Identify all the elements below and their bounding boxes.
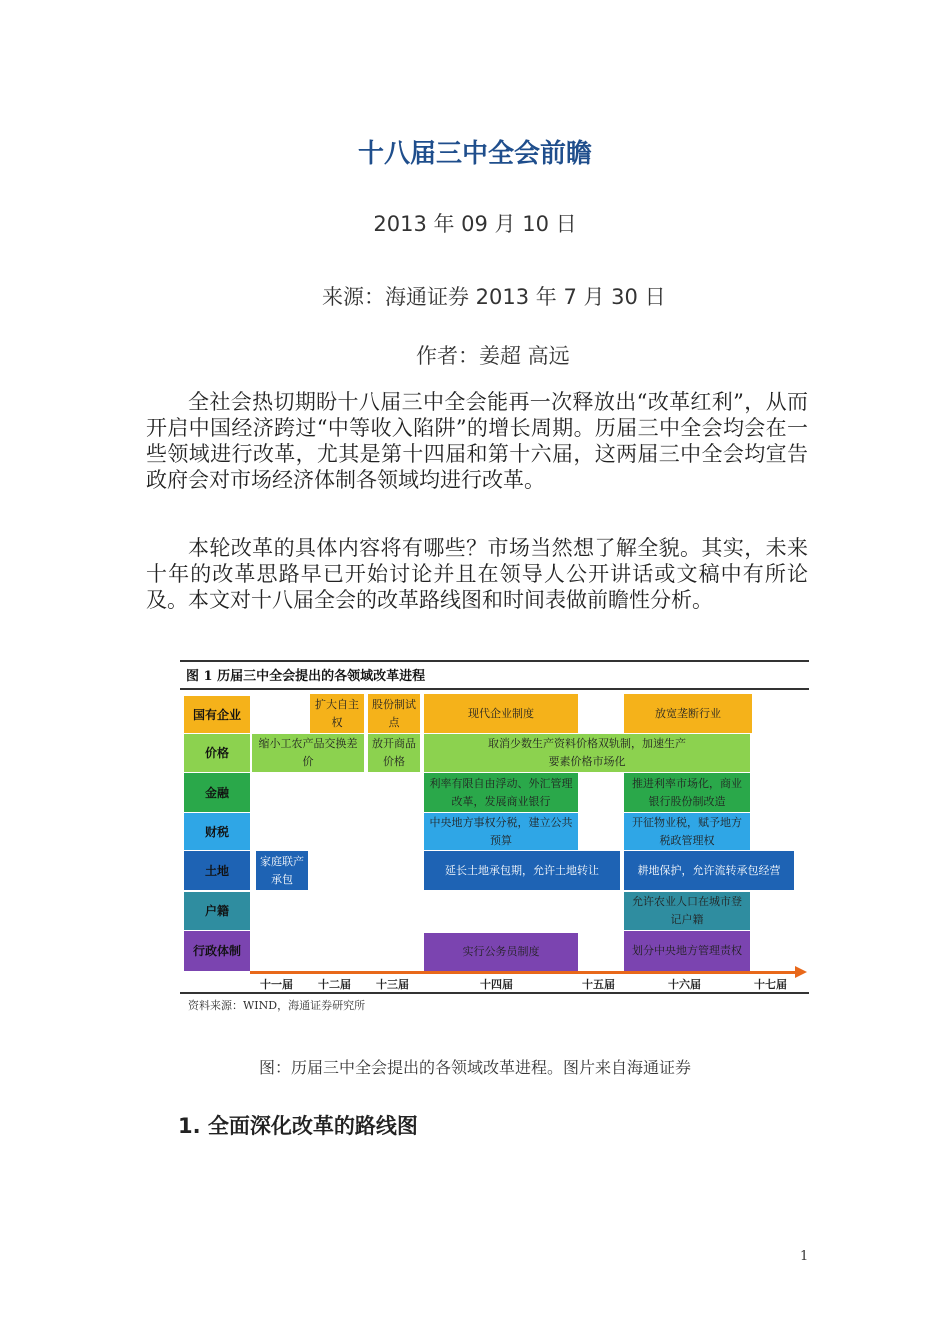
figure-bottom-rule bbox=[180, 992, 809, 994]
document-author: 作者：姜超 高远 bbox=[416, 344, 570, 368]
land-cell-11: 家庭联产承包 bbox=[256, 851, 308, 890]
tick-14: 十四届 bbox=[480, 978, 513, 991]
soe-cell-12: 扩大自主权 bbox=[310, 694, 364, 733]
figure-title-rule bbox=[180, 688, 809, 690]
land-cell-14: 延长土地承包期，允许土地转让 bbox=[424, 851, 620, 890]
row-label-hukou: 户籍 bbox=[184, 892, 250, 930]
row-label-price: 价格 bbox=[184, 734, 250, 772]
tick-15: 十五届 bbox=[582, 978, 615, 991]
soe-cell-14: 现代企业制度 bbox=[424, 694, 578, 733]
soe-cell-16: 放宽垄断行业 bbox=[624, 694, 752, 733]
hukou-cell-16: 允许农业人口在城市登记户籍 bbox=[624, 892, 750, 930]
tick-17: 十七届 bbox=[754, 978, 787, 991]
document-title: 十八届三中全会前瞻 bbox=[357, 139, 592, 169]
figure-source: 资料来源：WIND，海通证券研究所 bbox=[188, 999, 366, 1012]
row-label-admin: 行政体制 bbox=[184, 931, 250, 971]
soe-cell-13: 股份制试点 bbox=[368, 694, 420, 733]
row-label-land: 土地 bbox=[184, 851, 250, 890]
timeline-arrowhead bbox=[795, 966, 807, 978]
section-heading: 1. 全面深化改革的路线图 bbox=[178, 1114, 418, 1138]
price-cell-11: 缩小工农产品交换差价 bbox=[252, 734, 364, 772]
figure-top-rule bbox=[180, 660, 809, 662]
tick-16: 十六届 bbox=[668, 978, 701, 991]
page-number: 1 bbox=[800, 1249, 809, 1264]
figure-caption: 图：历届三中全会提出的各领域改革进程。图片来自海通证券 bbox=[258, 1058, 691, 1077]
finance-cell-16: 推进利率市场化，商业银行股份制改造 bbox=[624, 773, 750, 812]
row-label-finance: 金融 bbox=[184, 773, 250, 812]
tick-12: 十二届 bbox=[318, 978, 351, 991]
row-label-soe: 国有企业 bbox=[184, 696, 250, 733]
finance-cell-14: 利率有限自由浮动、外汇管理改革，发展商业银行 bbox=[424, 773, 578, 812]
fiscal-cell-14: 中央地方事权分税，建立公共预算 bbox=[424, 813, 578, 850]
document-source: 来源：海通证券 2013 年 7 月 30 日 bbox=[322, 285, 666, 309]
document-date: 2013 年 09 月 10 日 bbox=[373, 212, 577, 236]
land-cell-16: 耕地保护，允许流转承包经营 bbox=[624, 851, 794, 890]
price-cell-13: 放开商品价格 bbox=[368, 734, 420, 772]
tick-11: 十一届 bbox=[260, 978, 293, 991]
admin-cell-16: 划分中央地方管理责权 bbox=[624, 931, 750, 971]
timeline-arrow-line bbox=[250, 971, 798, 974]
tick-13: 十三届 bbox=[376, 978, 409, 991]
row-label-fiscal: 财税 bbox=[184, 813, 250, 850]
paragraph-1: 全社会热切期盼十八届三中全会能再一次释放出“改革红利”，从而开启中国经济跨过“中等收入陷阱”的增长周期。历届三中全会均会在一些领域进行改革，尤其是第十四届和第十六届，这两届三中全会均宣告政府会对市场经济体制各领域均进行改革。 bbox=[146, 390, 808, 492]
admin-cell-14: 实行公务员制度 bbox=[424, 933, 578, 971]
figure-title: 图 1 历届三中全会提出的各领域改革进程 bbox=[186, 669, 426, 684]
paragraph-2: 本轮改革的具体内容将有哪些？市场当然想了解全貌。其实，未来十年的改革思路早已开始讨论并且在领导人公开讲话或文稿中有所论及。本文对十八届全会的改革路线图和时间表做前瞻性分析。 bbox=[146, 536, 808, 612]
price-cell-14: 取消少数生产资料价格双轨制，加速生产要素价格市场化 bbox=[424, 734, 750, 772]
reform-timeline-figure bbox=[180, 660, 809, 1015]
fiscal-cell-16: 开征物业税，赋予地方税政管理权 bbox=[624, 813, 750, 850]
